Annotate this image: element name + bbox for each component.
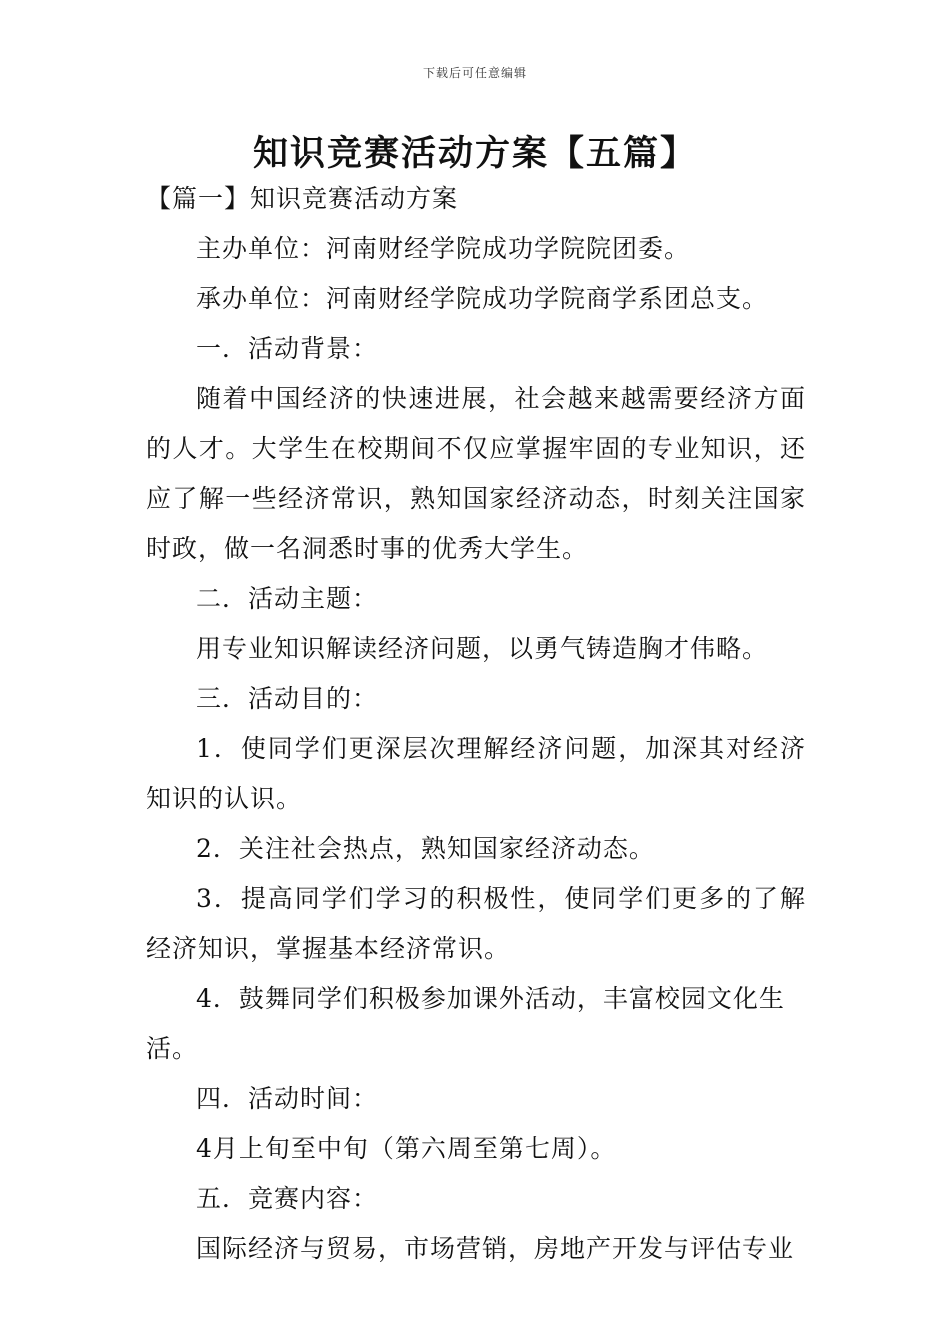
list-item-purpose-2: 2．关注社会热点，熟知国家经济动态。 bbox=[196, 834, 655, 863]
paragraph-theme: 用专业知识解读经济问题，以勇气铸造胸才伟略。 bbox=[196, 634, 769, 663]
paragraph-content: 国际经济与贸易，市场营销，房地产开发与评估专业 bbox=[196, 1234, 795, 1263]
paragraph-organizer: 主办单位：河南财经学院成功学院院团委。 bbox=[196, 234, 691, 263]
list-item-purpose-1: 1．使同学们更深层次理解经济问题，加深其对经济知识的认识。 bbox=[146, 734, 806, 813]
section-heading: 【篇一】知识竞赛活动方案 bbox=[146, 184, 459, 213]
paragraph-co-organizer: 承办单位：河南财经学院成功学院商学系团总支。 bbox=[196, 284, 769, 313]
heading-purpose: 三．活动目的： bbox=[196, 684, 379, 713]
header-note: 下载后可任意编辑 bbox=[422, 66, 527, 80]
document-body bbox=[146, 174, 806, 1274]
list-item-purpose-4: 4．鼓舞同学们积极参加课外活动，丰富校园文化生活。 bbox=[146, 984, 785, 1063]
heading-time: 四．活动时间： bbox=[196, 1084, 379, 1113]
heading-background: 一．活动背景： bbox=[196, 334, 379, 363]
paragraph-background: 随着中国经济的快速进展，社会越来越需要经济方面的人才。大学生在校期间不仅应掌握牢固的专业知识，还应了解一些经济常识，熟知国家经济动态，时刻关注国家时政，做一名洞悉时事的优秀大学生。 bbox=[146, 384, 806, 563]
list-item-purpose-3: 3．提高同学们学习的积极性，使同学们更多的了解经济知识，掌握基本经济常识。 bbox=[146, 884, 806, 963]
paragraph-time: 4月上旬至中旬（第六周至第七周）。 bbox=[196, 1134, 617, 1163]
heading-content: 五．竞赛内容： bbox=[196, 1184, 379, 1213]
document-title: 知识竞赛活动方案【五篇】 bbox=[252, 134, 697, 174]
heading-theme: 二．活动主题： bbox=[196, 584, 379, 613]
